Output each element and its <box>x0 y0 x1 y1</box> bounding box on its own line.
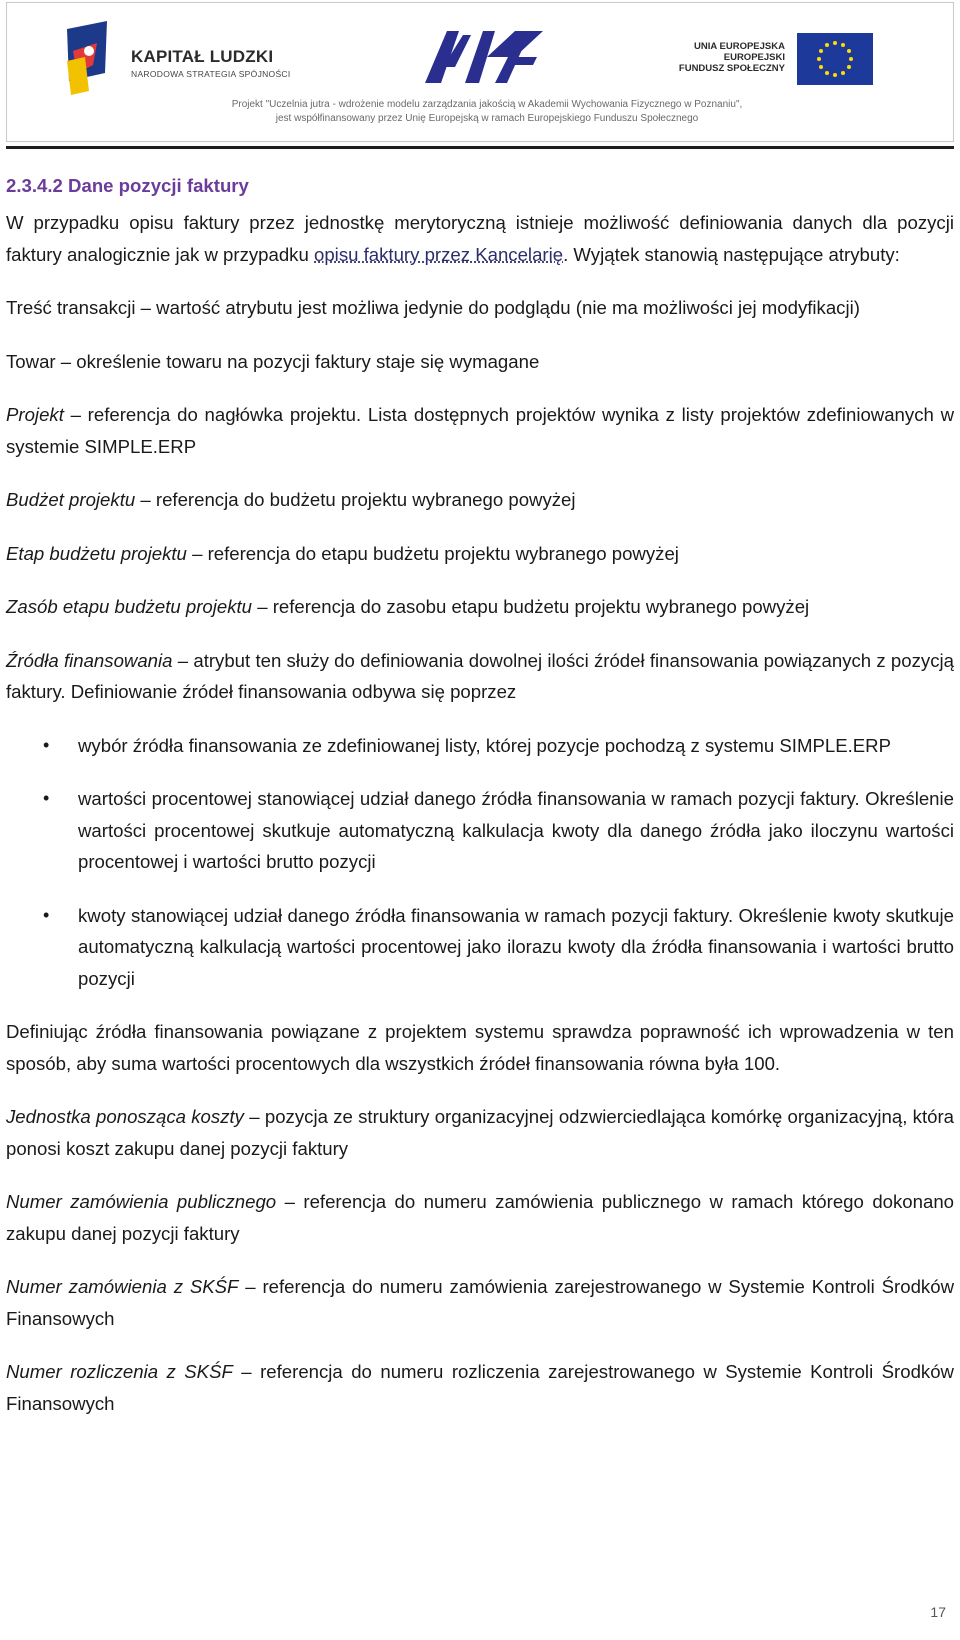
funding-source-list <box>6 730 954 995</box>
eu-line-3: FUNDUSZ SPOŁECZNY <box>678 63 785 74</box>
kancelaria-link[interactable]: opisu faktury przez Kancelarię <box>314 243 564 265</box>
list-item <box>6 900 954 995</box>
header-divider <box>6 146 954 149</box>
bullet-icon: • <box>43 734 50 755</box>
attribute-description: – wartość atrybutu jest możliwa jedynie do podglądu (nie ma możliwości jej modyfikacji) <box>135 297 860 318</box>
intro-text-start: W przypadku opisu faktury przez jednostkę merytoryczną istnieje możliwość definiowania danych dla pozycji faktury analogicznie jak w przypadku <box>6 212 954 265</box>
attribute-paragraph <box>6 645 954 708</box>
page-number: 17 <box>930 1604 946 1620</box>
section-heading <box>6 170 954 201</box>
attribute-description: – pozycja ze struktury organizacyjnej odzwierciedlająca komórkę organizacyjną, która ponosi koszt zakupu danej pozycji faktury <box>6 1106 954 1159</box>
project-line-2: jest współfinansowany przez Unię Europejską w ramach Europejskiego Funduszu Społecznego <box>275 113 699 124</box>
attribute-term: Źródła finansowania <box>6 649 173 671</box>
attribute-term: Numer rozliczenia z SKŚF <box>6 1361 233 1382</box>
section-title: Dane pozycji faktury <box>68 175 249 196</box>
intro-text-end: . Wyjątek stanowią następujące atrybuty: <box>563 243 900 265</box>
attribute-description: – atrybut ten służy do definiowania dowolnej ilości źródeł finansowania powiązanych z pozycją faktury. Definiowanie źródeł finansowania odbywa się poprzez <box>6 649 954 702</box>
attribute-description: – referencja do numeru zamówienia publicznego w ramach którego dokonano zakupu danej pozycji faktury <box>6 1191 955 1244</box>
attribute-paragraph <box>6 591 954 623</box>
attribute-paragraph <box>6 1101 954 1164</box>
attribute-paragraph <box>6 292 954 324</box>
attribute-description: – referencja do budżetu projektu wybranego powyżej <box>135 489 576 510</box>
attribute-paragraph <box>6 399 954 462</box>
header-banner <box>6 2 954 142</box>
intro-paragraph <box>6 207 954 270</box>
attribute-term: Budżet projektu <box>6 489 136 510</box>
attribute-paragraph <box>6 1271 954 1334</box>
attribute-paragraph <box>6 538 954 570</box>
attribute-term: Towar <box>6 350 56 372</box>
attribute-paragraph <box>6 1186 954 1249</box>
attribute-paragraph <box>6 346 954 378</box>
attribute-term: Treść transakcji <box>6 297 136 318</box>
attribute-term: Zasób etapu budżetu projektu <box>6 596 253 617</box>
eu-line-2: EUROPEJSKI <box>723 52 785 63</box>
attribute-description: – określenie towaru na pozycji faktury staje się wymagane <box>55 350 540 372</box>
list-item-text: wybór źródła finansowania ze zdefiniowanej listy, której pozycje pochodzą z systemu SIMPLE.ERP <box>78 734 891 756</box>
attribute-term: Etap budżetu projektu <box>6 542 187 564</box>
attribute-paragraph <box>6 484 954 516</box>
attribute-description: – referencja do numeru zamówienia zarejestrowanego w Systemie Kontroli Środków Finansowych <box>6 1276 954 1329</box>
attribute-description: – referencja do numeru rozliczenia zarejestrowanego w Systemie Kontroli Środków Finansowych <box>6 1361 954 1414</box>
bullet-icon: • <box>43 788 50 808</box>
attribute-description: – referencja do nagłówka projektu. Lista dostępnych projektów wynika z listy projektów zdefiniowanych w systemie SIMPLE.ERP <box>6 404 954 457</box>
list-item-text: wartości procentowej stanowiącej udział danego źródła finansowania w ramach pozycji faktury. Określenie wartości procentowej skutkuje automatyczną kalkulacja kwoty dla danego źródła jako iloczynu wartości procentowej i wartości brutto pozycji <box>78 788 954 872</box>
list-item-text: kwoty stanowiącej udział danego źródła finansowania w ramach pozycji faktury. Określenie kwoty skutkuje automatyczną kalkulacją wartości procentowej jako ilorazu kwoty dla źródła finansowania i wartości brutto pozycji <box>78 904 954 989</box>
attribute-description: – referencja do zasobu etapu budżetu projektu wybranego powyżej <box>252 596 810 617</box>
eu-flag-icon <box>797 33 873 85</box>
eu-line-1: UNIA EUROPEJSKA <box>694 41 785 52</box>
section-number: 2.3.4.2 <box>6 175 63 196</box>
bullet-icon: • <box>43 904 50 925</box>
awf-logo <box>425 27 545 89</box>
attribute-term: Projekt <box>6 404 64 425</box>
project-line-1: Projekt "Uczelnia jutra - wdrożenie modelu zarządzania jakością w Akademii Wychowania Fizycznego w Poznaniu", <box>231 99 743 110</box>
kapital-ludzki-title: KAPITAŁ LUDZKI <box>131 47 274 66</box>
document-body <box>6 170 954 1441</box>
list-item <box>6 783 954 878</box>
kapital-ludzki-subtitle: NARODOWA STRATEGIA SPÓJNOŚCI <box>131 69 291 79</box>
list-item <box>6 730 954 762</box>
attribute-term: Numer zamówienia z SKŚF <box>6 1276 239 1297</box>
attribute-term: Numer zamówienia publicznego <box>6 1191 277 1212</box>
attribute-term: Jednostka ponosząca koszty <box>6 1106 244 1127</box>
validation-paragraph: Definiując źródła finansowania powiązane z projektem systemu sprawdza poprawność ich wprowadzenia w ten sposób, aby suma wartości procentowych dla wszystkich źródeł finansowania równa była 100. <box>6 1021 954 1074</box>
attribute-paragraph <box>6 1356 954 1419</box>
attribute-description: – referencja do etapu budżetu projektu wybranego powyżej <box>186 542 679 564</box>
eu-text <box>647 41 785 74</box>
